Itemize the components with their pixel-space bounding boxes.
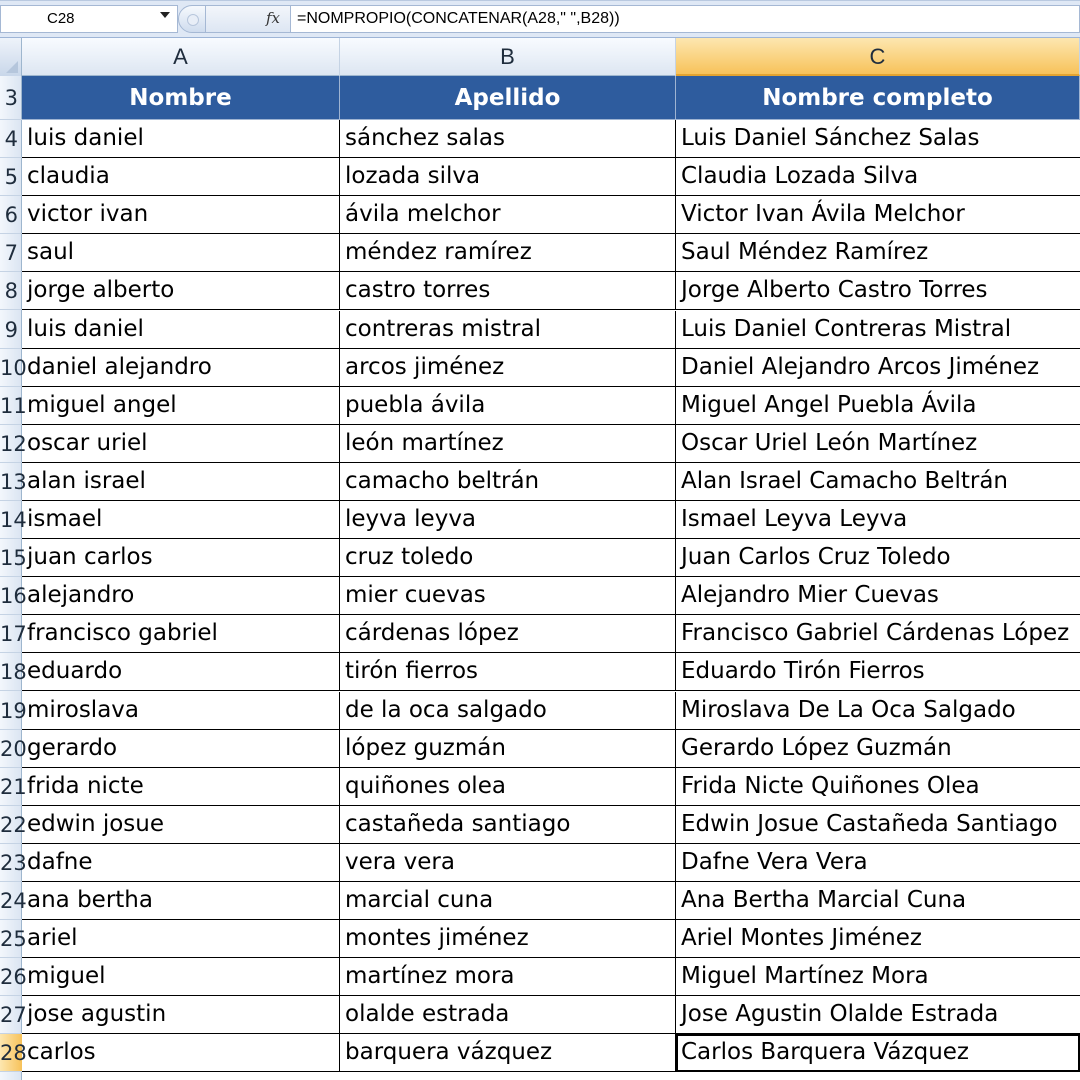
column-headers — [0, 38, 1080, 76]
row-header[interactable]: 21 — [0, 768, 22, 806]
formula-bar-splitter[interactable] — [178, 5, 206, 33]
row-header[interactable]: 9 — [0, 311, 22, 349]
cell-c[interactable]: Alan Israel Camacho Beltrán — [676, 463, 1080, 501]
header-cell-nombre[interactable]: Nombre — [22, 76, 340, 120]
row-header[interactable]: 7 — [0, 234, 22, 272]
cell-a[interactable]: miguel angel — [22, 387, 340, 425]
row-header[interactable]: 14 — [0, 501, 22, 539]
cell-c[interactable]: Miguel Martínez Mora — [676, 958, 1080, 996]
cell-b[interactable]: sánchez salas — [340, 120, 676, 158]
chevron-down-icon[interactable] — [160, 12, 170, 18]
cell-c[interactable]: Saul Méndez Ramírez — [676, 234, 1080, 272]
row-header[interactable]: 20 — [0, 730, 22, 768]
cell-c[interactable]: Claudia Lozada Silva — [676, 158, 1080, 196]
row-header[interactable]: 4 — [0, 120, 22, 158]
cell-c[interactable]: Miguel Angel Puebla Ávila — [676, 387, 1080, 425]
cell-a[interactable]: alejandro — [22, 577, 340, 615]
cell-c[interactable]: Edwin Josue Castañeda Santiago — [676, 806, 1080, 844]
select-all-button[interactable] — [0, 38, 22, 76]
cell-b[interactable]: mier cuevas — [340, 577, 676, 615]
cell-a[interactable]: carlos — [22, 1034, 340, 1072]
row-header[interactable]: 22 — [0, 806, 22, 844]
cell-b[interactable]: leyva leyva — [340, 501, 676, 539]
cell-c[interactable]: Alejandro Mier Cuevas — [676, 577, 1080, 615]
cell-b[interactable]: arcos jiménez — [340, 349, 676, 387]
column-header-b[interactable]: B — [340, 38, 676, 76]
function-fx-icon[interactable]: fx — [266, 9, 281, 27]
cell-b[interactable]: vera vera — [340, 844, 676, 882]
cell-a[interactable]: miguel — [22, 958, 340, 996]
cell-c[interactable]: Francisco Gabriel Cárdenas López — [676, 615, 1080, 653]
cell-b[interactable]: tirón fierros — [340, 653, 676, 691]
cell-c[interactable]: Eduardo Tirón Fierros — [676, 653, 1080, 691]
cell-b[interactable]: puebla ávila — [340, 387, 676, 425]
row-header[interactable]: 12 — [0, 425, 22, 463]
cell-c[interactable]: Jorge Alberto Castro Torres — [676, 272, 1080, 310]
row-header[interactable]: 11 — [0, 387, 22, 425]
cell-c[interactable]: Gerardo López Guzmán — [676, 730, 1080, 768]
cell-c[interactable]: Ariel Montes Jiménez — [676, 920, 1080, 958]
cell-a[interactable]: oscar uriel — [22, 425, 340, 463]
cell-b[interactable]: olalde estrada — [340, 996, 676, 1034]
cell-a[interactable]: daniel alejandro — [22, 349, 340, 387]
cell-a[interactable]: gerardo — [22, 730, 340, 768]
cell-a[interactable]: miroslava — [22, 692, 340, 730]
cell-c[interactable]: Luis Daniel Sánchez Salas — [676, 120, 1080, 158]
row-header[interactable]: 25 — [0, 920, 22, 958]
cell-a[interactable]: dafne — [22, 844, 340, 882]
header-cell-nombre-completo[interactable]: Nombre completo — [676, 76, 1080, 120]
cell-b[interactable]: de la oca salgado — [340, 692, 676, 730]
cell-c[interactable]: Juan Carlos Cruz Toledo — [676, 539, 1080, 577]
cell-a[interactable]: jorge alberto — [22, 272, 340, 310]
cell-b[interactable]: montes jiménez — [340, 920, 676, 958]
cell-c[interactable]: Victor Ivan Ávila Melchor — [676, 196, 1080, 234]
name-box[interactable]: C28 — [0, 5, 178, 33]
cell-b[interactable]: cárdenas lópez — [340, 615, 676, 653]
cell-c[interactable]: Ana Bertha Marcial Cuna — [676, 882, 1080, 920]
header-cell-apellido[interactable]: Apellido — [340, 76, 676, 120]
cell-c[interactable]: Carlos Barquera Vázquez — [676, 1034, 1080, 1072]
row-header[interactable]: 24 — [0, 882, 22, 920]
row-header[interactable]: 5 — [0, 158, 22, 196]
cell-a[interactable]: eduardo — [22, 653, 340, 691]
cell-c[interactable]: Miroslava De La Oca Salgado — [676, 692, 1080, 730]
row-header[interactable]: 6 — [0, 196, 22, 234]
cell-c[interactable]: Daniel Alejandro Arcos Jiménez — [676, 349, 1080, 387]
cell-a[interactable]: juan carlos — [22, 539, 340, 577]
cell-a[interactable]: saul — [22, 234, 340, 272]
formula-input[interactable]: =NOMPROPIO(CONCATENAR(A28," ",B28)) — [290, 5, 1080, 33]
cell-c[interactable]: Ismael Leyva Leyva — [676, 501, 1080, 539]
cell-a[interactable]: ariel — [22, 920, 340, 958]
row-header[interactable]: 15 — [0, 539, 22, 577]
cell-a[interactable]: luis daniel — [22, 120, 340, 158]
cell-c[interactable]: Dafne Vera Vera — [676, 844, 1080, 882]
row-header[interactable]: 28 — [0, 1034, 22, 1072]
cell-a[interactable]: luis daniel — [22, 311, 340, 349]
cell-b[interactable]: castro torres — [340, 272, 676, 310]
cell-b[interactable]: marcial cuna — [340, 882, 676, 920]
cell-a[interactable]: francisco gabriel — [22, 615, 340, 653]
worksheet-grid — [22, 76, 1080, 1080]
cell-b[interactable]: cruz toledo — [340, 539, 676, 577]
cell-b[interactable]: contreras mistral — [340, 311, 676, 349]
cell-b[interactable]: león martínez — [340, 425, 676, 463]
row-header[interactable]: 16 — [0, 577, 22, 615]
row-header[interactable]: 18 — [0, 653, 22, 691]
cell-c[interactable]: Luis Daniel Contreras Mistral — [676, 311, 1080, 349]
row-header[interactable]: 27 — [0, 996, 22, 1034]
row-header[interactable]: 3 — [0, 76, 22, 120]
cell-b[interactable]: ávila melchor — [340, 196, 676, 234]
cell-b[interactable]: méndez ramírez — [340, 234, 676, 272]
cell-b[interactable]: castañeda santiago — [340, 806, 676, 844]
row-header[interactable]: 23 — [0, 844, 22, 882]
row-header[interactable]: 17 — [0, 615, 22, 653]
row-header[interactable]: 10 — [0, 349, 22, 387]
cell-a[interactable]: frida nicte — [22, 768, 340, 806]
cell-c[interactable]: Jose Agustin Olalde Estrada — [676, 996, 1080, 1034]
cell-a[interactable]: jose agustin — [22, 996, 340, 1034]
row-header[interactable]: 13 — [0, 463, 22, 501]
row-headers — [0, 76, 27, 1080]
cell-b[interactable]: lópez guzmán — [340, 730, 676, 768]
cell-a[interactable]: victor ivan — [22, 196, 340, 234]
insert-function-area — [206, 5, 290, 33]
cell-c[interactable]: Frida Nicte Quiñones Olea — [676, 768, 1080, 806]
formula-bar — [0, 0, 1080, 38]
cell-c[interactable]: Oscar Uriel León Martínez — [676, 425, 1080, 463]
cell-a[interactable]: ana bertha — [22, 882, 340, 920]
cell-a[interactable]: alan israel — [22, 463, 340, 501]
row-header[interactable]: 8 — [0, 272, 22, 310]
cell-a[interactable]: edwin josue — [22, 806, 340, 844]
column-header-c[interactable]: C — [676, 38, 1080, 76]
cell-b[interactable]: lozada silva — [340, 158, 676, 196]
cell-b[interactable]: camacho beltrán — [340, 463, 676, 501]
cell-b[interactable]: quiñones olea — [340, 768, 676, 806]
cell-a[interactable]: ismael — [22, 501, 340, 539]
column-header-a[interactable]: A — [22, 38, 340, 76]
cell-a[interactable]: claudia — [22, 158, 340, 196]
row-header[interactable]: 26 — [0, 958, 22, 996]
row-header[interactable]: 19 — [0, 692, 22, 730]
cell-b[interactable]: barquera vázquez — [340, 1034, 676, 1072]
cell-b[interactable]: martínez mora — [340, 958, 676, 996]
